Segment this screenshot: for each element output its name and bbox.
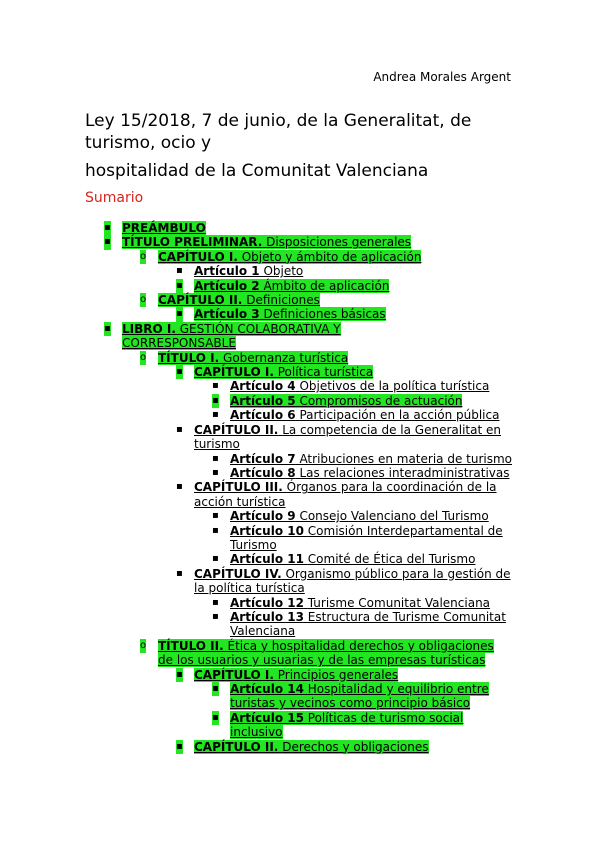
toc-entry-title: Política turística <box>277 365 374 380</box>
toc-entry[interactable] <box>0 466 599 480</box>
toc-link[interactable] <box>158 293 503 307</box>
document-title-line-1: Ley 15/2018, 7 de junio, de la Generalitat, de turismo, ocio y <box>85 111 472 153</box>
toc-entry-title: La competencia de la Generalitat en turismo <box>194 422 501 452</box>
toc-entry-title: Ámbito de aplicación <box>263 278 390 293</box>
bullet-icon: ▪ <box>104 322 111 336</box>
summary-heading: Sumario <box>85 190 144 206</box>
toc-entry-label: CAPÍTULO I. <box>194 667 274 682</box>
toc-entry[interactable] <box>0 307 599 321</box>
toc-entry-title: Turisme Comunitat Valenciana <box>307 595 491 610</box>
toc-entry[interactable] <box>0 351 599 365</box>
toc-link[interactable] <box>194 668 514 682</box>
toc-entry-label: TÍTULO I. <box>158 350 220 365</box>
toc-entry-label: Artículo 2 <box>194 278 260 293</box>
toc-entry-title: Objetivos de la política turística <box>299 379 490 394</box>
bullet-icon: ▪ <box>176 265 183 277</box>
bullet-icon: ▪ <box>176 423 183 435</box>
toc-entry-title: Participación en la acción pública <box>299 408 500 423</box>
toc-entry-title: Estructura de Turisme Comunitat Valenciana <box>230 609 506 639</box>
bullet-icon: ▪ <box>104 235 111 249</box>
toc-entry-label: Artículo 8 <box>230 465 296 480</box>
bullet-icon: ▪ <box>212 380 219 392</box>
toc-link[interactable] <box>230 394 514 408</box>
toc-entry-title: Definiciones <box>246 293 320 308</box>
toc-entry-title: Objeto <box>263 264 304 279</box>
toc-entry-label: Artículo 7 <box>230 451 296 466</box>
bullet-icon: ▪ <box>104 221 111 235</box>
toc-link[interactable] <box>230 509 514 523</box>
toc-entry-title: Objeto y ámbito de aplicación <box>241 249 422 264</box>
toc-entry[interactable] <box>0 740 599 754</box>
bullet-icon: ▪ <box>212 394 219 408</box>
toc-entry-label: CAPÍTULO I. <box>194 365 274 380</box>
toc-entry-label: PREÁMBULO <box>122 221 206 235</box>
toc-entry[interactable] <box>0 235 599 249</box>
toc-entry-title: Ética y hospitalidad derechos y obligaciones de los usuarios y usuarias y de las empresas turísticas <box>158 638 494 668</box>
toc-entry[interactable] <box>0 596 599 610</box>
toc-link[interactable] <box>122 235 422 249</box>
toc-entry-label: CAPÍTULO II. <box>194 422 279 437</box>
toc-entry-title: Organismo público para la gestión de la política turística <box>194 566 511 596</box>
toc-link[interactable] <box>230 552 514 566</box>
toc-entry[interactable] <box>0 552 599 566</box>
toc-entry-title: Derechos y obligaciones <box>282 739 429 754</box>
toc-link[interactable] <box>194 365 514 379</box>
bullet-icon: ▪ <box>212 409 219 421</box>
bullet-icon: o <box>140 293 146 307</box>
toc-entry-title: Principios generales <box>277 667 399 682</box>
bullet-icon: ▪ <box>212 682 219 696</box>
bullet-icon: o <box>140 639 146 653</box>
toc-entry[interactable] <box>0 423 599 452</box>
toc-entry-title: GESTIÓN COLABORATIVA Y CORRESPONSABLE <box>122 321 341 351</box>
toc-entry[interactable] <box>0 365 599 379</box>
bullet-icon: ▪ <box>176 307 183 321</box>
toc-entry[interactable] <box>0 452 599 466</box>
toc-link[interactable] <box>230 596 514 610</box>
toc-entry-label: Artículo 6 <box>230 408 296 423</box>
toc-entry-label: Artículo 12 <box>230 595 304 610</box>
toc-entry-label: LIBRO I. <box>122 321 176 336</box>
toc-link[interactable] <box>230 682 514 711</box>
toc-entry-label: CAPÍTULO III. <box>194 480 283 495</box>
toc-entry[interactable] <box>0 279 599 293</box>
toc-entry-label: Artículo 15 <box>230 710 304 725</box>
toc-link[interactable] <box>194 740 514 754</box>
toc-link[interactable] <box>194 423 514 452</box>
bullet-icon: ▪ <box>176 567 183 579</box>
toc-entry[interactable] <box>0 610 599 639</box>
bullet-icon: ▪ <box>212 711 219 725</box>
toc-entry-label: Artículo 9 <box>230 509 296 524</box>
toc-link[interactable] <box>230 610 514 639</box>
toc-entry-title: Atribuciones en materia de turismo <box>299 451 513 466</box>
toc-link[interactable] <box>194 307 514 321</box>
toc-entry-title: Las relaciones interadministrativas <box>299 465 510 480</box>
toc-entry-label: TÍTULO PRELIMINAR. <box>122 235 263 250</box>
toc-entry-title: Consejo Valenciano del Turismo <box>299 509 489 524</box>
toc-entry[interactable] <box>0 509 599 523</box>
bullet-icon: ▪ <box>212 610 219 622</box>
bullet-icon: ▪ <box>212 452 219 464</box>
toc-entry[interactable] <box>0 408 599 422</box>
toc-link[interactable] <box>230 452 514 466</box>
toc-entry-label: Artículo 1 <box>194 264 260 279</box>
toc-entry-title: Órganos para la coordinación de la acción turística <box>194 480 497 509</box>
toc-link[interactable] <box>194 279 514 293</box>
bullet-icon: ▪ <box>212 553 219 565</box>
toc-entry[interactable] <box>0 293 599 307</box>
toc-link[interactable] <box>230 466 514 480</box>
toc-entry[interactable] <box>0 567 599 596</box>
toc-link[interactable] <box>194 480 514 509</box>
toc-entry-label: Artículo 13 <box>230 609 304 624</box>
toc-link[interactable] <box>122 322 422 351</box>
toc-entry[interactable] <box>0 221 599 235</box>
bullet-icon: ▪ <box>212 524 219 536</box>
toc-link[interactable] <box>158 639 503 668</box>
toc-entry-label: Artículo 5 <box>230 393 296 408</box>
bullet-icon: ▪ <box>212 510 219 522</box>
toc-entry[interactable] <box>0 524 599 553</box>
toc-entry[interactable] <box>0 682 599 711</box>
toc-entry-title: Comité de Ética del Turismo <box>307 552 476 567</box>
bullet-icon: ▪ <box>176 668 183 682</box>
toc-entry-label: CAPÍTULO IV. <box>194 566 282 581</box>
toc-entry-label: Artículo 11 <box>230 552 304 567</box>
toc-entry-label: TÍTULO II. <box>158 638 224 653</box>
toc-link[interactable] <box>230 379 514 393</box>
toc-entry[interactable] <box>0 394 599 408</box>
bullet-icon: ▪ <box>176 481 183 493</box>
table-of-contents <box>0 221 599 754</box>
author-name: Andrea Morales Argent <box>373 70 511 84</box>
toc-link[interactable] <box>122 221 422 235</box>
toc-entry-title: Comisión Interdepartamental de Turismo <box>230 523 503 552</box>
toc-entry[interactable] <box>0 711 599 740</box>
bullet-icon: ▪ <box>176 740 183 754</box>
toc-link[interactable] <box>230 711 514 740</box>
toc-link[interactable] <box>230 524 514 553</box>
bullet-icon: ▪ <box>176 365 183 379</box>
toc-entry-title: Hospitalidad y equilibrio entre turistas y vecinos como principio básico <box>230 682 489 711</box>
document-title-line-2: hospitalidad de la Comunitat Valenciana <box>85 161 429 181</box>
toc-entry[interactable] <box>0 322 599 351</box>
toc-entry-title: Compromisos de actuación <box>299 393 463 408</box>
toc-entry-title: Gobernanza turística <box>223 350 349 365</box>
bullet-icon: ▪ <box>212 466 219 478</box>
toc-entry-label: CAPÍTULO I. <box>158 249 238 264</box>
toc-link[interactable] <box>194 567 514 596</box>
toc-entry[interactable] <box>0 668 599 682</box>
toc-entry-label: CAPÍTULO II. <box>194 739 279 754</box>
toc-entry[interactable] <box>0 264 599 278</box>
toc-entry[interactable] <box>0 639 599 668</box>
toc-link[interactable] <box>158 351 503 365</box>
bullet-icon: ▪ <box>212 596 219 608</box>
bullet-icon: ▪ <box>176 279 183 293</box>
toc-entry-title: Disposiciones generales <box>266 235 412 250</box>
toc-entry-label: Artículo 4 <box>230 379 296 394</box>
toc-entry-title: Definiciones básicas <box>263 307 386 322</box>
toc-entry-label: Artículo 3 <box>194 307 260 322</box>
bullet-icon: o <box>140 250 146 264</box>
toc-link[interactable] <box>194 264 514 278</box>
toc-link[interactable] <box>230 408 514 422</box>
bullet-icon: o <box>140 351 146 365</box>
toc-entry-label: Artículo 10 <box>230 523 304 538</box>
toc-entry-title: Políticas de turismo social inclusivo <box>230 710 464 740</box>
toc-entry[interactable] <box>0 250 599 264</box>
toc-entry-label: Artículo 14 <box>230 682 304 696</box>
toc-entry[interactable] <box>0 480 599 509</box>
toc-link[interactable] <box>158 250 503 264</box>
toc-entry-label: CAPÍTULO II. <box>158 293 243 308</box>
toc-entry[interactable] <box>0 379 599 393</box>
